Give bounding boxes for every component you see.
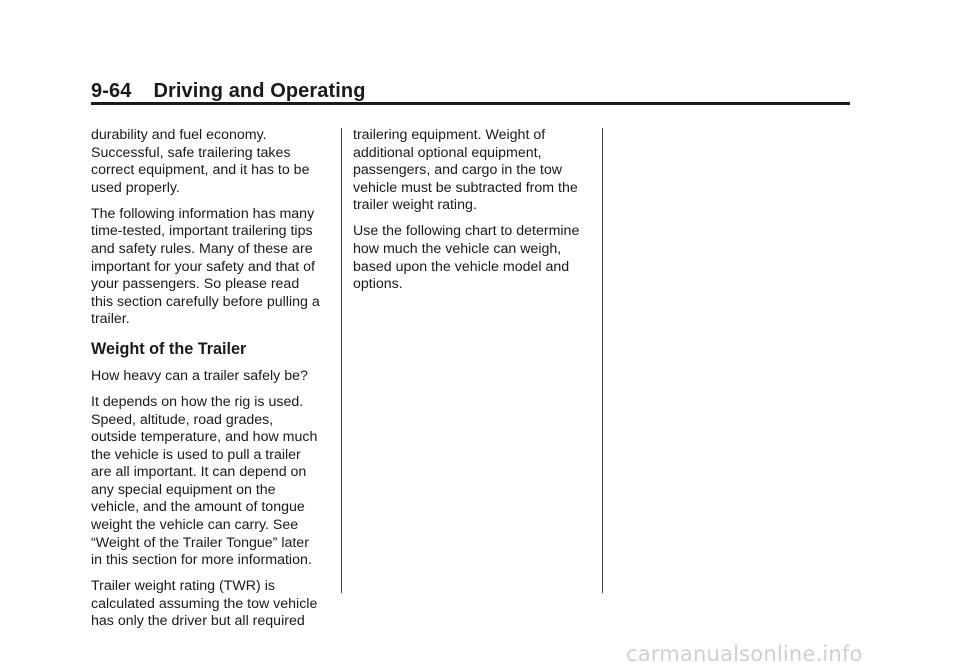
text-line: passengers, and cargo in the tow (353, 162, 563, 179)
text-line: has only the driver but all required (91, 613, 305, 630)
text-line: any special equipment on the (91, 481, 276, 498)
text-column-1 (91, 127, 341, 639)
section-heading: Weight of the Trailer (91, 339, 247, 358)
text-line: time-tested, important trailering tips (91, 223, 313, 240)
text-column-2 (353, 127, 603, 302)
text-line: used properly. (91, 179, 180, 196)
text-line: outside temperature, and how much (91, 429, 318, 446)
column-divider (602, 128, 603, 593)
text-line: It depends on how the rig is used. (91, 393, 304, 410)
text-line: calculated assuming the tow vehicle (91, 595, 318, 612)
text-line: your passengers. So please read (91, 276, 300, 293)
text-line: based upon the vehicle model and (353, 258, 570, 275)
text-line: vehicle, and the amount of tongue (91, 499, 305, 516)
watermark: carmanualsonline.info (626, 642, 863, 666)
text-line: Speed, altitude, road grades, (91, 411, 274, 428)
paragraph (91, 127, 341, 197)
paragraph (353, 223, 603, 293)
paragraph (91, 394, 341, 570)
text-line: How heavy can a trailer safely be? (91, 367, 308, 384)
text-line: Trailer weight rating (TWR) is (91, 578, 275, 595)
text-line: in this section for more information. (91, 552, 312, 569)
text-line: correct equipment, and it has to be (91, 162, 310, 179)
paragraph (91, 578, 341, 631)
text-line: vehicle must be subtracted from the (353, 179, 578, 196)
text-line: “Weight of the Trailer Tongue” later (91, 534, 309, 551)
text-line: trailering equipment. Weight of (353, 127, 546, 143)
text-line: Successful, safe trailering takes (91, 144, 291, 161)
text-line: trailer. (91, 311, 130, 328)
text-line: durability and fuel economy. (91, 127, 267, 143)
text-line: Use the following chart to determine (353, 223, 580, 240)
text-line: additional optional equipment, (353, 144, 542, 161)
page-number: 9-64 (91, 80, 132, 102)
text-line: options. (353, 276, 403, 293)
paragraph (91, 206, 341, 329)
text-line: this section carefully before pulling a (91, 293, 320, 310)
header-rule (91, 102, 850, 105)
column-divider (341, 128, 342, 593)
section-title: Driving and Operating (153, 80, 366, 102)
text-line: the vehicle is used to pull a trailer (91, 446, 301, 463)
paragraph (91, 368, 341, 386)
page-header (91, 80, 366, 103)
text-line: and safety rules. Many of these are (91, 240, 313, 257)
text-line: how much the vehicle can weigh, (353, 240, 562, 257)
text-line: The following information has many (91, 205, 315, 222)
paragraph (353, 127, 603, 215)
text-line: trailer weight rating. (353, 197, 477, 214)
text-line: are all important. It can depend on (91, 464, 307, 481)
text-line: weight the vehicle can carry. See (91, 517, 299, 534)
text-line: important for your safety and that of (91, 258, 315, 275)
